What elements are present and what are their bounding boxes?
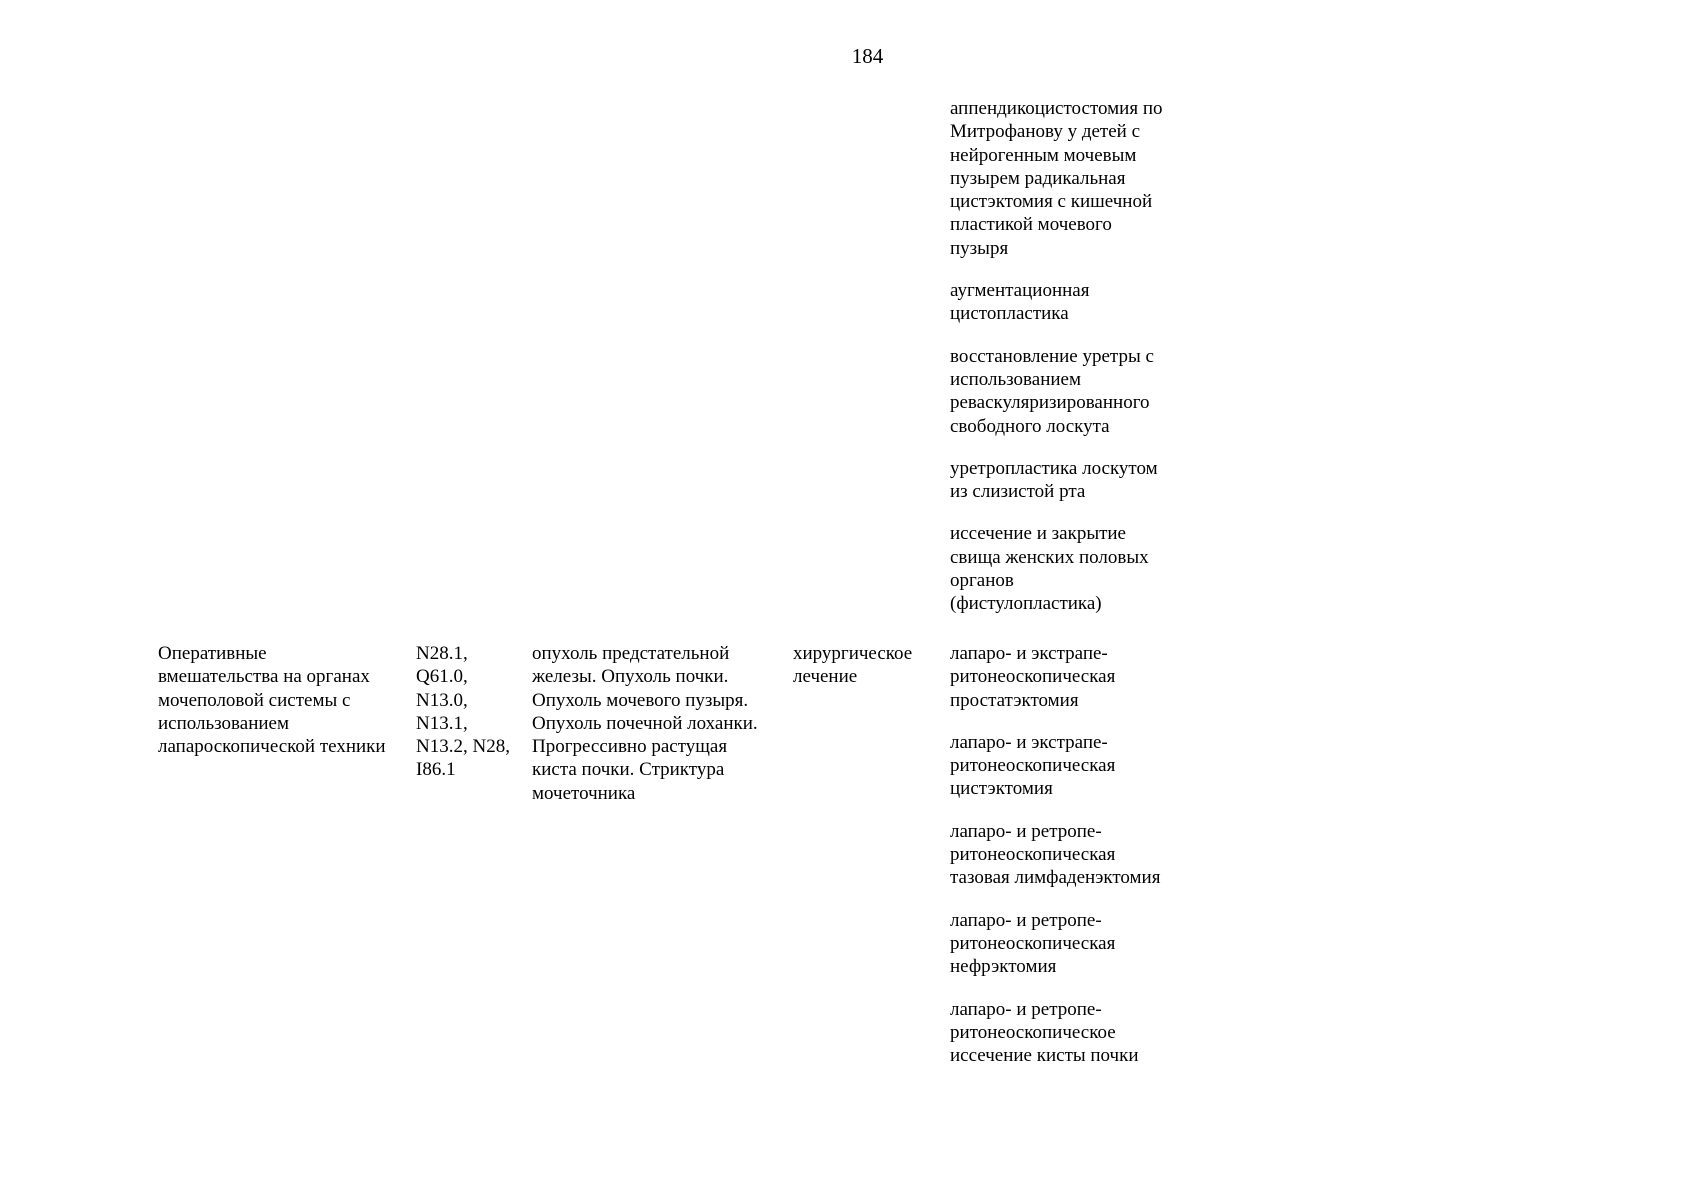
- method-item: восстановление уретры с использованием реваскуляризированного свободного лоскута: [950, 345, 1154, 437]
- method-item: аппендикоцистостомия по Митрофанову у детей с нейрогенным мочевым пузырем радикальная цистэктомия с кишечной пластикой мочевого пузыря: [950, 98, 1163, 259]
- intervention-name-cell: Оперативные вмешательства на органах мочеполовой системы с использованием лапароскопической техники: [158, 643, 386, 758]
- method-item: уретропластика лоскутом из слизистой рта: [950, 457, 1158, 503]
- method-item: лапаро- и ретропе- ритонеоскопическая тазовая лимфаденэктомия: [950, 820, 1161, 889]
- continued-methods-cell: [950, 97, 1250, 635]
- page-number: 184: [851, 44, 884, 68]
- method-item: аугментационная цистопластика: [950, 280, 1090, 325]
- treatment-type-cell: хирургическое лечение: [793, 643, 913, 688]
- icd-codes-cell: N28.1, Q61.0, N13.0, N13.1, N13.2, N28, I86.1: [416, 643, 510, 781]
- method-item: лапаро- и ретропе- ритонеоскопическая нефрэктомия: [950, 909, 1116, 978]
- method-item: лапаро- и экстрапе- ритонеоскопическая простатэктомия: [950, 643, 1116, 711]
- method-item: лапаро- и экстрапе- ритонеоскопическая цистэктомия: [950, 731, 1116, 800]
- method-item: лапаро- и ретропе- ритонеоскопическое иссечение кисты почки: [950, 998, 1139, 1067]
- treatment-methods-cell: [950, 642, 1250, 1086]
- method-item: иссечение и закрытие свища женских половых органов (фистулопластика): [950, 523, 1149, 615]
- patient-model-cell: опухоль предстательной железы. Опухоль почки. Опухоль мочевого пузыря. Опухоль почечной лоханки. Прогрессивно растущая киста почки. Стриктура мочеточника: [532, 643, 758, 804]
